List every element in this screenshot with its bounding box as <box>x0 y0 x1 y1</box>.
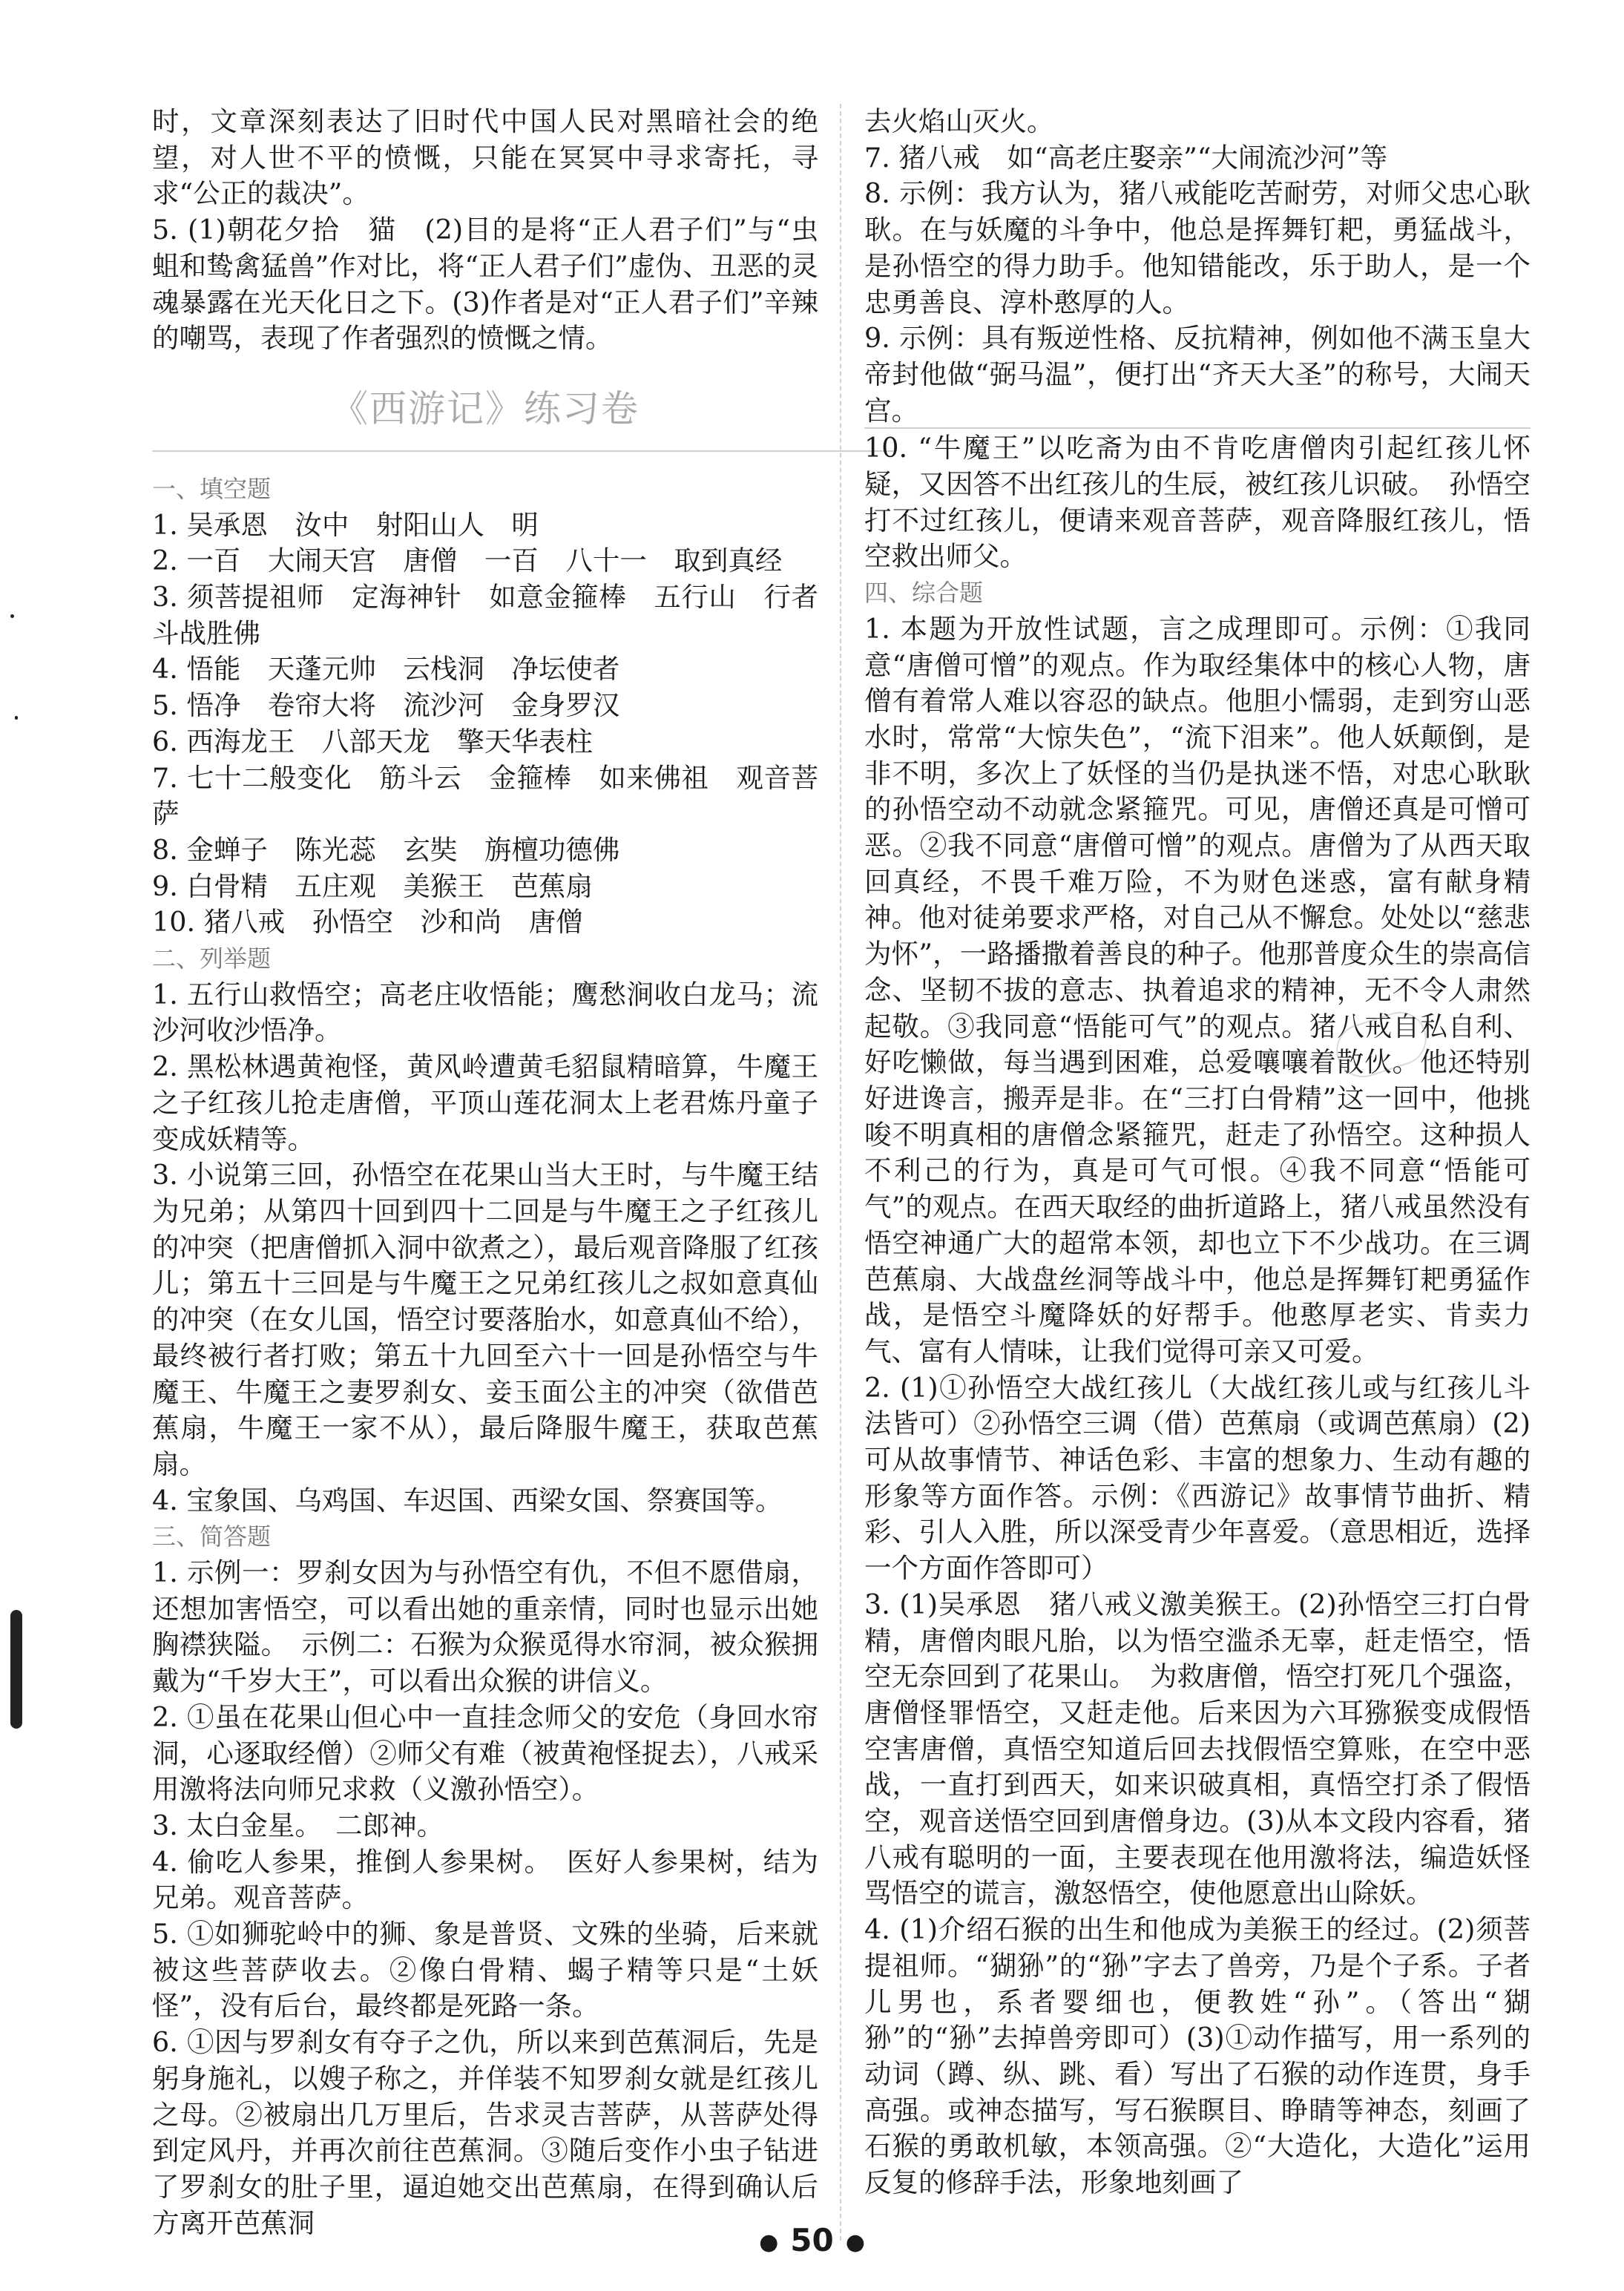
answer-item: 1. 五行山救悟空；高老庄收悟能；鹰愁涧收白龙马；流沙河收沙悟净。 <box>152 978 818 1047</box>
answer-item: 8. 金蝉子 陈光蕊 玄奘 旃檀功德佛 <box>152 833 620 866</box>
answer-item: 2. 一百 大闹天宫 唐僧 一百 八十一 取到真经 <box>152 545 783 577</box>
answer-item: 5. 悟净 卷帘大将 流沙河 金身罗汉 <box>152 689 620 722</box>
column-divider <box>840 104 841 2241</box>
exercise-title-band <box>152 370 818 467</box>
answer-item: 1. 示例一：罗刹女因为与孙悟空有仇，不但不愿借扇，还想加害悟空，可以看出她的重亲情，同时也显示出她胸襟狭隘。 示例二：石猴为众猴觅得水帘洞，被众猴拥戴为“千岁大王”，可以看出众猴的讲信义。 <box>152 1557 818 1697</box>
answer-item: 3. 太白金星。 二郎神。 <box>152 1809 444 1841</box>
answer-item: 9. 示例：具有叛逆性格、反抗精神，例如他不满玉皇大帝封他做“弼马温”，便打出“齐天大圣”的称号，大闹天宫。 <box>864 322 1531 427</box>
answer-item: 4. (1)介绍石猴的出生和他成为美猴王的经过。(2)须菩提祖师。“猢狲”的“狲”字去了兽旁，乃是个子系。子者儿男也，系者婴细也，便教姓“孙”。（答出“猢狲”的“狲”去掉兽旁即可）(3)①动作描写，用一系列的动词（蹲、纵、跳、看）写出了石猴的动作连贯，身手高强。或神态描写，写石猴瞑目、睁睛等神态，刻画了石猴的勇敢机敏，本领高强。②“大造化，大造化”运用反复的修辞手法，形象地刻画了 <box>864 1913 1531 2199</box>
answer-item: 10. “牛魔王”以吃斋为由不肯吃唐僧肉引起红孩儿怀疑，又因答不出红孩儿的生辰，被红孩儿识破。 孙悟空打不过红孩儿，便请来观音菩萨，观音降服红孩儿，悟空救出师父。 <box>864 432 1531 573</box>
intro-paragraph: 时，文章深刻表达了旧时代中国人民对黑暗社会的绝望，对人世不平的愤慨，只能在冥冥中寻求寄托，寻求“公正的裁决”。 <box>152 105 818 210</box>
answer-item: 1. 本题为开放性试题，言之成理即可。示例：①我同意“唐僧可憎”的观点。作为取经集体中的核心人物，唐僧有着常人难以容忍的缺点。他胆小懦弱，走到穷山恶水时，常常“大惊失色”，“流下泪来”。他人妖颠倒，是非不明，多次上了妖怪的当仍是执迷不悟，对忠心耿耿的孙悟空动不动就念紧箍咒。可见，唐僧还真是可憎可恶。②我不同意“唐僧可憎”的观点。唐僧为了从西天取回真经，不畏千难万险，不为财色迷惑，富有献身精神。他对徒弟要求严格，对自己从不懈怠。处处以“慈悲为怀”，一路播撒着善良的种子。他那普度众生的崇高信念、坚韧不拔的意志、执着追求的精神，无不令人肃然起敬。③我同意“悟能可气”的观点。猪八戒自私自利、好吃懒做，每当遇到困难，总爱嚷嚷着散伙。他还特别好进谗言，搬弄是非。在“三打白骨精”这一回中，他挑唆不明真相的唐僧念紧箍咒，赶走了孙悟空。这种损人不利己的行为，真是可气可恨。④我不同意“悟能可气”的观点。在西天取经的曲折道路上，猪八戒虽然没有悟空神通广大的超常本领，却也立下不少战功。在三调芭蕉扇、大战盘丝洞等战斗中，他总是挥舞钉耙勇猛作战，是悟空斗魔降妖的好帮手。他憨厚老实、肯卖力气、富有人情味，让我们觉得可亲又可爱。 <box>864 612 1531 1367</box>
answer-item: 3. 须菩提祖师 定海神针 如意金箍棒 五行山 行者 斗战胜佛 <box>152 581 846 649</box>
exercise-title: 《西游记》练习卷 <box>331 387 640 430</box>
answer-item: 6. ①因与罗刹女有夺子之仇，所以来到芭蕉洞后，先是躬身施礼，以嫂子称之，并佯装不知罗刹女就是红孩儿之母。②被扇出几万里后，告求灵吉菩萨，从菩萨处得到定风丹，并再次前往芭蕉洞。③随后变作小虫子钻进了罗刹女的肚子里，逼迫她交出芭蕉扇，在得到确认后方离开芭蕉洞 <box>152 2026 818 2239</box>
answer-item: 4. 宝象国、乌鸡国、车迟国、西梁女国、祭赛国等。 <box>152 1484 783 1516</box>
section-heading-list: 二、列举题 <box>152 944 272 973</box>
title-rule-right <box>864 427 1531 429</box>
section-heading-fill-blank: 一、填空题 <box>152 474 272 503</box>
page-number-value: 50 <box>790 2222 834 2258</box>
answer-item: 7. 猪八戒 如“高老庄娶亲”“大闹流沙河”等 <box>864 141 1388 174</box>
answer-item: 3. (1)吴承恩 猪八戒义激美猴王。(2)孙悟空三打白骨精，唐僧肉眼凡胎，以为悟空滥杀无辜，赶走悟空，悟空无奈回到了花果山。 为救唐僧，悟空打死几个强盗，唐僧怪罪悟空，又赶走他。后来因为六耳猕猴变成假悟空害唐僧，真悟空知道后回去找假悟空算账，在空中恶战，一直打到西天，如来识破真相，真悟空打杀了假悟空，观音送悟空回到唐僧身边。(3)从本文段内容看，猪八戒有聪明的一面，主要表现在他用激将法，编造妖怪骂悟空的谎言，激怒悟空，使他愿意出山除妖。 <box>864 1588 1531 1910</box>
answer-item: 9. 白骨精 五庄观 美猴王 芭蕉扇 <box>152 870 593 902</box>
answer-item: 去火焰山灭火。 <box>864 105 1054 137</box>
scan-artifact <box>10 614 14 618</box>
right-column <box>864 104 1531 2201</box>
answer-item: 3. 小说第三回，孙悟空在花果山当大王时，与牛魔王结为兄弟；从第四十回到四十二回是与牛魔王之子红孩儿的冲突（把唐僧抓入洞中欲煮之），最后观音降服了红孩儿；第五十三回是与牛魔王之兄弟红孩儿之叔如意真仙的冲突（在女儿国，悟空讨要落胎水，如意真仙不给），最终被行者打败；第五十九回至六十一回是孙悟空与牛魔王、牛魔王之妻罗刹女、妾玉面公主的冲突（欲借芭蕉扇，牛魔王一家不从），最后降服牛魔王，获取芭蕉扇。 <box>152 1159 818 1480</box>
answer-item: 2. ①虽在花果山但心中一直挂念师父的安危（身回水帘洞，心逐取经僧）②师父有难（被黄袍怪捉去），八戒采用激将法向师兄求救（义激孙悟空）。 <box>152 1700 818 1806</box>
answer-item: 7. 七十二般变化 筋斗云 金箍棒 如来佛祖 观音菩萨 <box>152 761 818 830</box>
answer-item: 6. 西海龙王 八部天龙 擎天华表柱 <box>152 725 593 757</box>
intro-paragraph: 5. (1)朝花夕拾 猫 (2)目的是将“正人君子们”与“虫蛆和鸷禽猛兽”作对比，将“正人君子们”虚伪、丑恶的灵魂暴露在光天化日之下。(3)作者是对“正人君子们”辛辣的嘲骂，表现了作者强烈的愤慨之情。 <box>152 214 818 355</box>
answer-item: 2. 黑松林遇黄袍怪，黄风岭遭黄毛貂鼠精暗算，牛魔王之子红孩儿抢走唐僧，平顶山莲花洞太上老君炼丹童子变成妖精等。 <box>152 1051 818 1155</box>
scan-artifact <box>15 716 18 720</box>
page-number: ● 50 ● <box>759 2222 865 2258</box>
answer-item: 4. 偷吃人参果，推倒人参果树。 医好人参果树，结为兄弟。观音菩萨。 <box>152 1845 818 1914</box>
section-heading-short-answer: 三、简答题 <box>152 1522 272 1551</box>
scan-artifact <box>10 1610 22 1729</box>
answer-item: 1. 吴承恩 汝中 射阳山人 明 <box>152 508 539 541</box>
answer-item: 2. (1)①孙悟空大战红孩儿（大战红孩儿或与红孩儿斗法皆可）②孙悟空三调（借）芭蕉扇（或调芭蕉扇）(2)可从故事情节、神话色彩、丰富的想象力、生动有趣的形象等方面作答。示例：《西游记》故事情节曲折、精彩、引人入胜，所以深受青少年喜爱。（意思相近，选择一个方面作答即可） <box>864 1371 1531 1585</box>
answer-item: 4. 悟能 天蓬元帅 云栈洞 净坛使者 <box>152 653 620 686</box>
section-heading-comprehensive: 四、综合题 <box>864 579 984 608</box>
answer-item: 5. ①如狮驼岭中的狮、象是普贤、文殊的坐骑，后来就被这些菩萨收去。②像白骨精、蝎子精等只是“土妖怪”，没有后台，最终都是死路一条。 <box>152 1918 818 2022</box>
answer-item: 10. 猪八戒 孙悟空 沙和尚 唐僧 <box>152 906 583 939</box>
title-rule <box>152 450 894 452</box>
answer-item: 8. 示例：我方认为，猪八戒能吃苦耐劳，对师父忠心耿耿。在与妖魔的斗争中，他总是挥舞钉耙，勇猛战斗，是孙悟空的得力助手。他知错能改，乐于助人，是一个忠勇善良、淳朴憨厚的人。 <box>864 177 1531 318</box>
